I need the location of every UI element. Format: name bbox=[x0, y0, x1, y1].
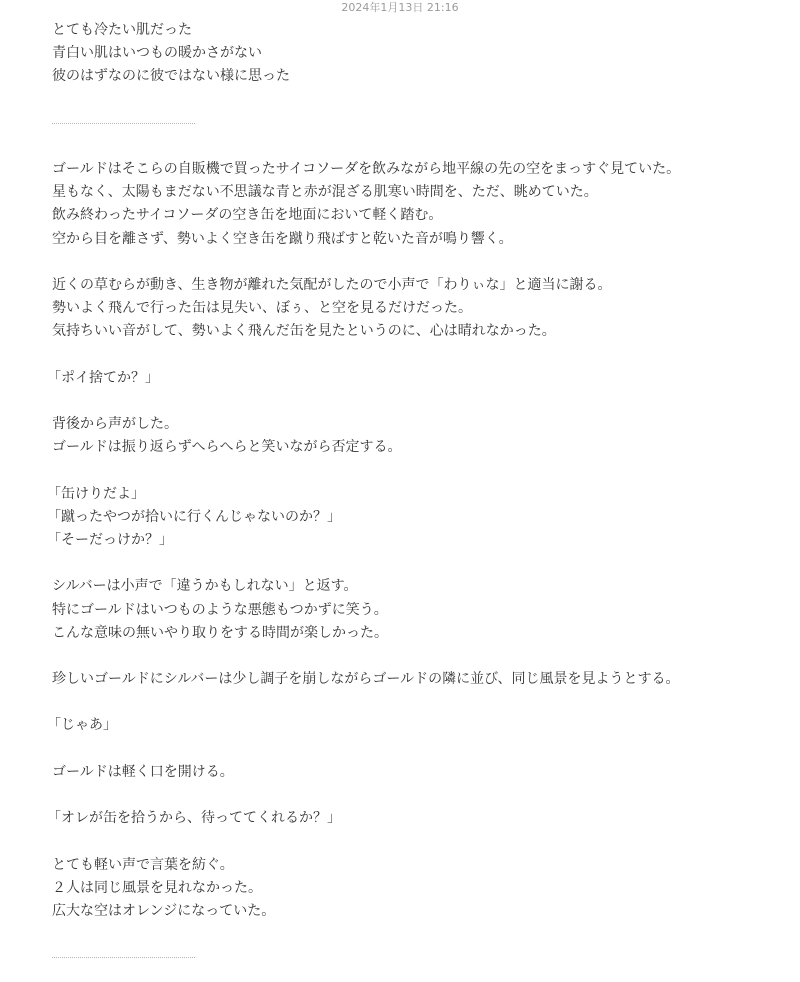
story-line: ゴールドは軽く口を開ける。 bbox=[52, 763, 234, 780]
story-line: 背後から声がした。 bbox=[52, 416, 178, 432]
story-line: ゴールドはそこらの自販機で買ったサイコソーダを飲みながら地平線の先の空をまっすぐ見ていた。 bbox=[52, 160, 681, 177]
story-line: 近くの草むらが動き、生き物が離れた気配がしたので小声で「わりぃな」と適当に謝る。 bbox=[52, 276, 612, 293]
story-line: とても冷たい肌だった bbox=[52, 22, 192, 38]
blank-line bbox=[52, 552, 792, 575]
blank-line bbox=[52, 830, 792, 853]
story-line: 星もなく、太陽もまだない不思議な青と赤が混ざる肌寒い時間を、ただ、眺めていた。 bbox=[52, 184, 598, 201]
story-line: とても軽い声で言葉を紡ぐ。 bbox=[52, 856, 234, 873]
story-line: ゴールドは振り返らずへらへらと笑いながら否定する。 bbox=[52, 439, 402, 456]
story-line: 気持ちいい音がして、勢いよく飛んだ缶を見たというのに、心は晴れなかった。 bbox=[52, 323, 556, 340]
post-timestamp: 2024年1月13日 21:16 bbox=[341, 1, 459, 14]
blank-line bbox=[52, 784, 792, 807]
blank-line bbox=[52, 251, 792, 274]
story-line: 勢いよく飛んで行った缶は見失い、ぼぅ、と空を見るだけだった。 bbox=[52, 300, 472, 317]
story-line: 特にゴールドはいつものような悪態もつかずに笑う。 bbox=[52, 601, 388, 618]
story-body bbox=[47, 19, 792, 969]
dialogue-line: 「じゃあ」 bbox=[47, 717, 117, 734]
blank-line bbox=[52, 738, 792, 761]
blank-line bbox=[52, 459, 792, 482]
story-line: シルバーは小声で「違うかもしれない」と返す。 bbox=[52, 578, 358, 595]
story-line: 広大な空はオレンジになっていた。 bbox=[52, 902, 276, 919]
dialogue-line: 「オレが缶を拾うから、待っててくれるか？」 bbox=[47, 810, 341, 827]
section-divider bbox=[52, 957, 195, 958]
dialogue-line: 「缶けりだよ」 bbox=[47, 485, 145, 502]
blank-line bbox=[52, 645, 792, 668]
blank-line bbox=[52, 135, 792, 158]
story-line: 飲み終わったサイコソーダの空き缶を地面において軽く踏む。 bbox=[52, 207, 443, 224]
dialogue-line: 「ポイ捨てか？」 bbox=[47, 369, 159, 386]
story-line: 珍しいゴールドにシルバーは少し調子を崩しながらゴールドの隣に並び、同じ風景を見ようとする。 bbox=[52, 671, 680, 688]
section-divider bbox=[52, 123, 195, 124]
story-line: 彼のはずなのに彼ではない様に思った bbox=[52, 68, 290, 85]
story-line: こんな意味の無いやり取りをする時間が楽しかった。 bbox=[52, 624, 388, 641]
blank-line bbox=[52, 343, 792, 366]
story-line: 空から目を離さず、勢いよく空き缶を蹴り飛ばすと乾いた音が鳴り響く。 bbox=[52, 230, 513, 247]
dialogue-line: 「そーだっけか？」 bbox=[47, 531, 173, 548]
blank-line bbox=[52, 390, 792, 413]
blank-line bbox=[52, 691, 792, 714]
story-line: ２人は同じ風景を見れなかった。 bbox=[52, 879, 262, 896]
story-line: 青白い肌はいつもの暖かさがない bbox=[52, 45, 262, 62]
blank-line bbox=[52, 923, 792, 946]
blank-line bbox=[52, 89, 792, 112]
dialogue-line: 「蹴ったやつが拾いに行くんじゃないのか？」 bbox=[47, 508, 341, 525]
